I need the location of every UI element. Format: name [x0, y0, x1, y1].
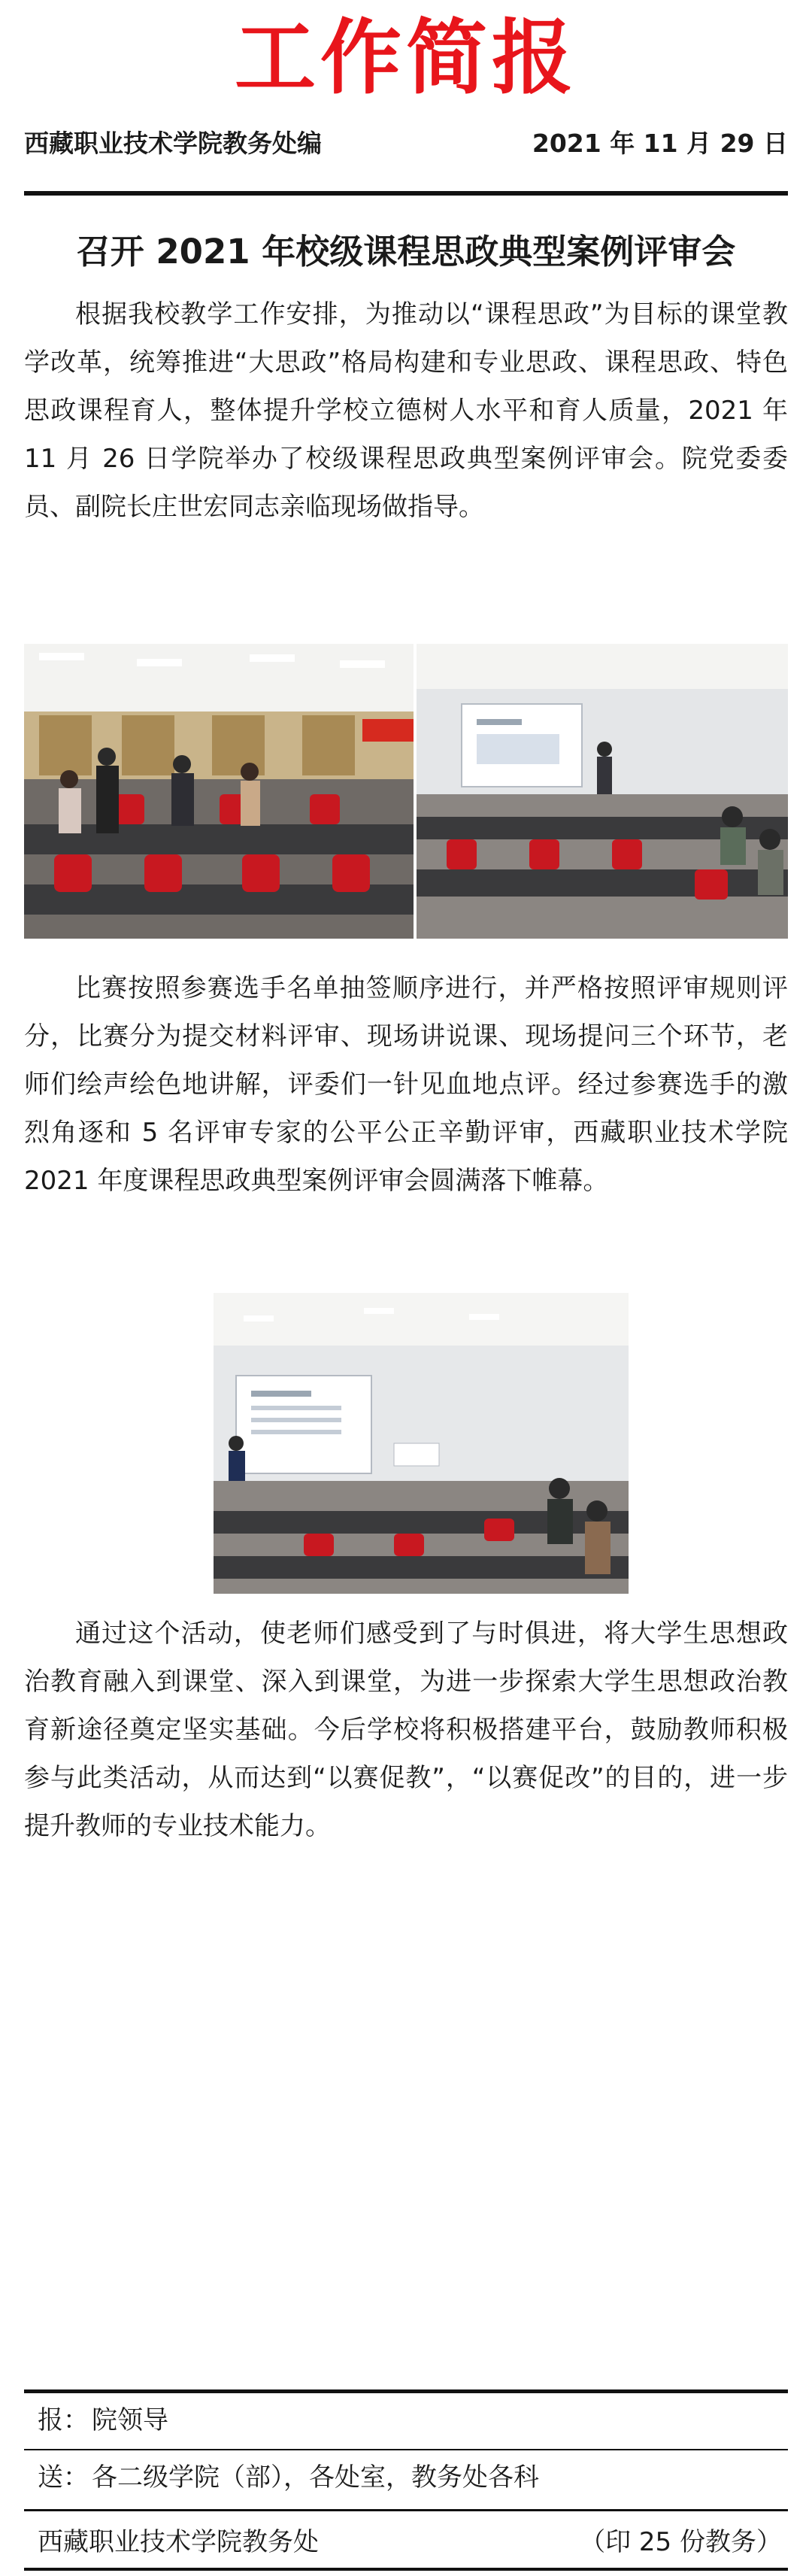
- header-divider: [24, 191, 788, 196]
- issue-date: 2021 年 11 月 29 日: [532, 129, 788, 158]
- footer-issuer-line: [38, 2520, 782, 2565]
- footer-send-line: [38, 2455, 782, 2500]
- photo-meeting-room-left: [24, 644, 414, 939]
- paragraph-3: 通过这个活动，使老师们感受到了与时俱进，将大学生思想政治教育融入到课堂、深入到课堂，为进一步探索大学生思想政治教育新途径奠定坚实基础。今后学校将积极搭建平台，鼓励教师积极参与此类活动，从而达到“以赛促教”，“以赛促改”的目的，进一步提升教师的专业技术能力。: [24, 1619, 788, 1841]
- footer-rule-top: [24, 2389, 788, 2393]
- paragraph-1: 根据我校教学工作安排，为推动以“课程思政”为目标的课堂教学改革，统筹推进“大思政”格局构建和专业思政、课程思政、特色思政课程育人，整体提升学校立德树人水平和育人质量，2021 年 11 月 26 日学院举办了校级课程思政典型案例评审会。院党委委员、副院长庄世宏同志亲临现场做指导。: [24, 299, 788, 522]
- footer-rule-bottom: [24, 2568, 788, 2571]
- paragraph-2: 比赛按照参赛选手名单抽签顺序进行，并严格按照评审规则评分，比赛分为提交材料评审、现场讲说课、现场提问三个环节，老师们绘声绘色地讲解，评委们一针见血地点评。经过参赛选手的激烈角逐和 5 名评审专家的公平公正辛勤评审，西藏职业技术学院 2021 年度课程思政典型案例评审会圆满落下帷幕。: [24, 973, 788, 1196]
- publisher: 西藏职业技术学院教务处编: [24, 129, 322, 158]
- meta-row: [24, 125, 788, 162]
- photo-presentation-right: [417, 644, 788, 939]
- copies: （印 25 份教务）: [580, 2527, 782, 2557]
- send-to: 各二级学院（部），各处室，教务处各科: [92, 2462, 539, 2493]
- issuer: 西藏职业技术学院教务处: [38, 2527, 319, 2557]
- banner-title: 工作简报: [234, 11, 577, 105]
- footer-rule-3: [24, 2509, 788, 2511]
- send-label: 送：: [38, 2462, 89, 2493]
- report-label: 报：: [38, 2405, 89, 2435]
- footer-rule-2: [24, 2449, 788, 2450]
- footer-report-line: [38, 2398, 782, 2443]
- report-to: 院领导: [92, 2405, 168, 2435]
- article-headline: 召开 2021 年校级课程思政典型案例评审会: [76, 232, 736, 272]
- photo-speaker-presenting: [214, 1293, 629, 1594]
